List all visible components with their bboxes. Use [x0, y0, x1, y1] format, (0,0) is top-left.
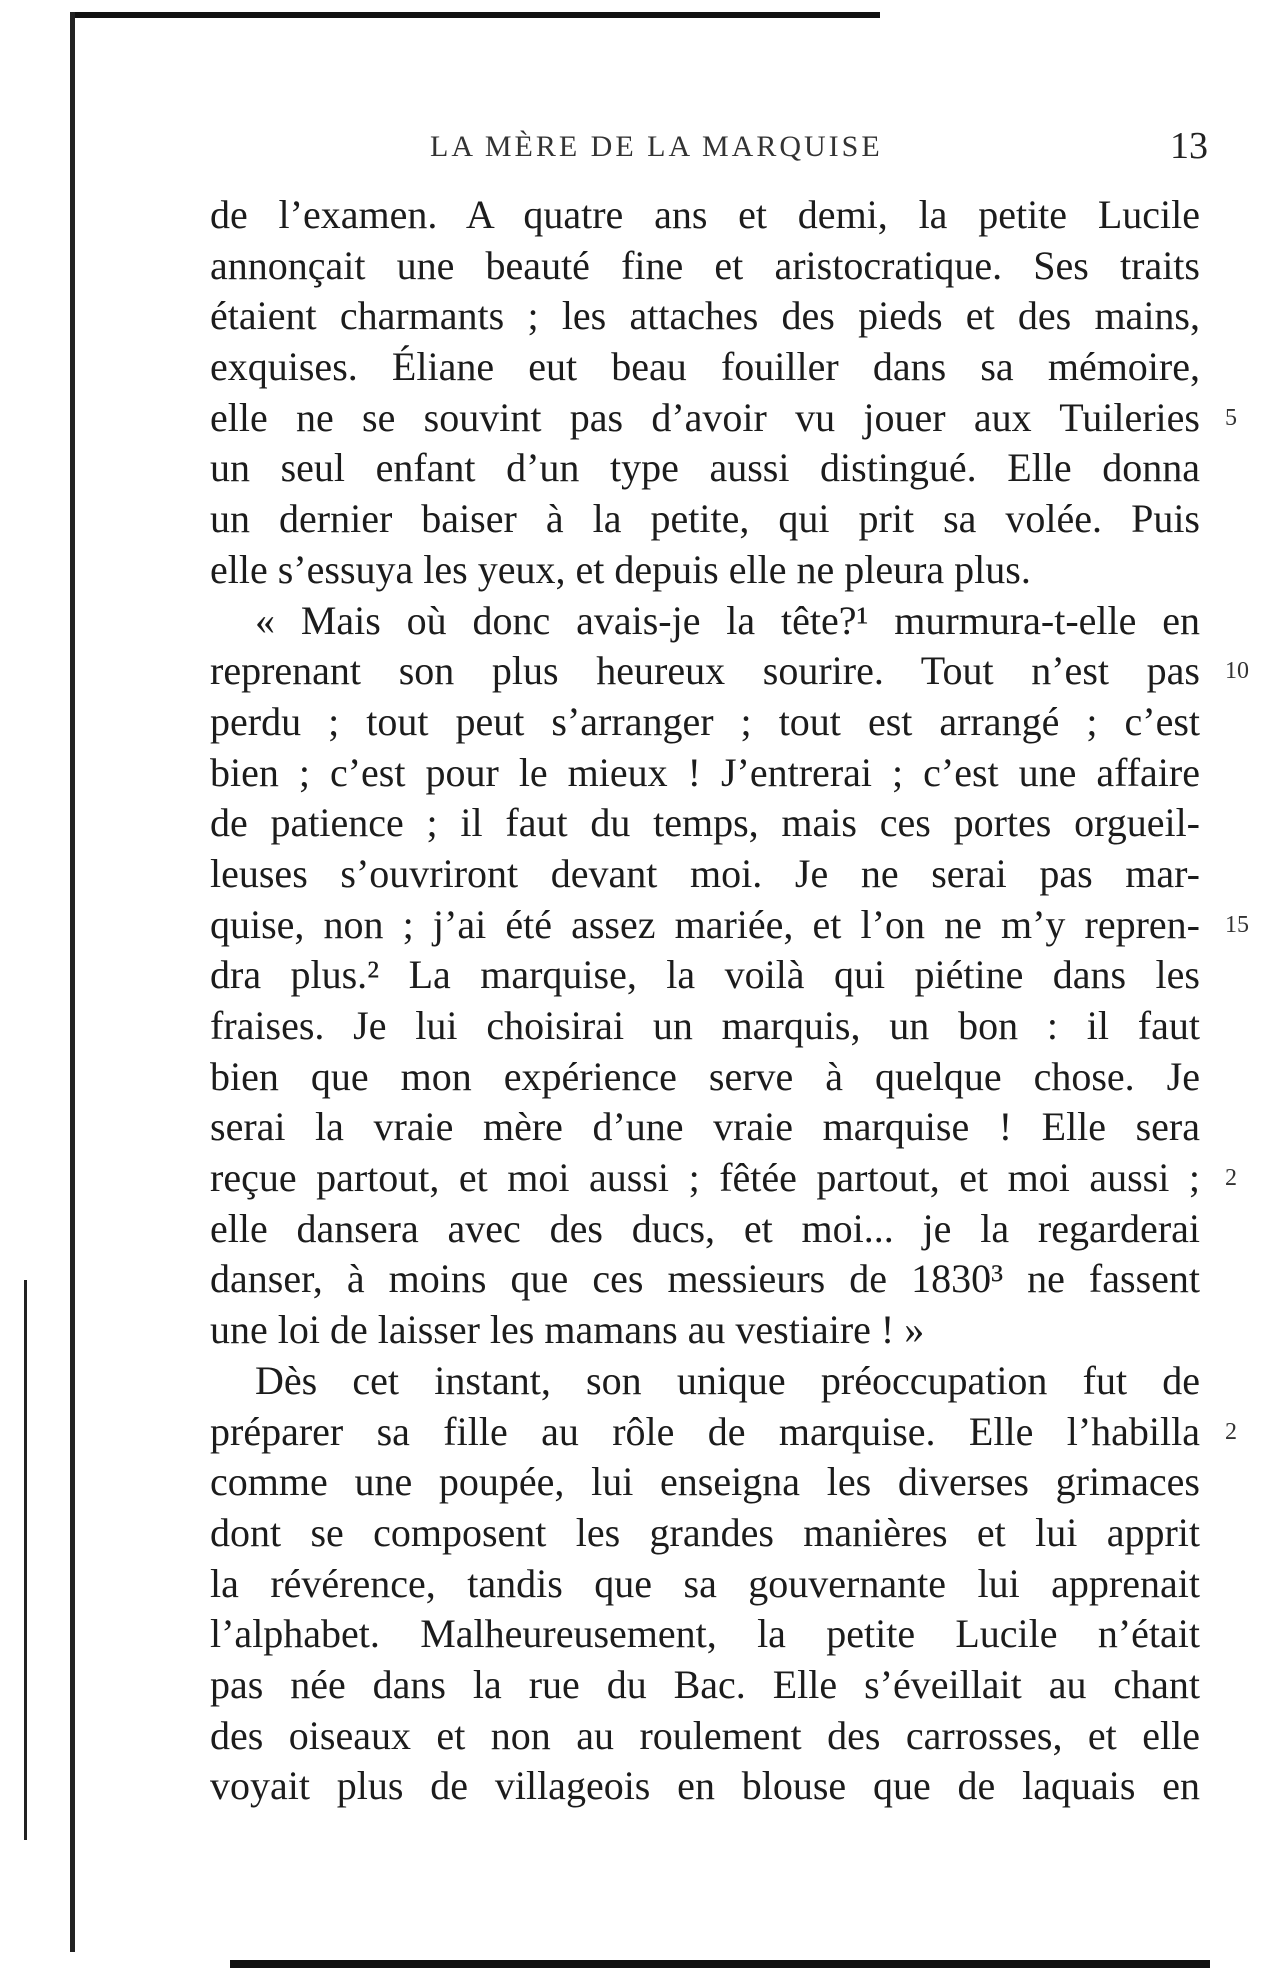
text-line-content: dra plus.² La marquise, la voilà qui piétine dans les: [210, 952, 1200, 998]
text-line: [210, 190, 1200, 241]
text-line-content: « Mais où donc avais-je la tête?¹ murmura-t-elle en: [255, 597, 1200, 643]
text-line: [210, 241, 1200, 292]
text-line: [210, 1052, 1200, 1103]
text-line-content: de patience ; il faut du temps, mais ces portes orgueil-: [210, 800, 1200, 846]
text-line: [210, 1305, 1200, 1356]
text-line-content: danser, à moins que ces messieurs de 1830³ ne fassent: [210, 1256, 1200, 1302]
line-number: 2: [1225, 1165, 1237, 1192]
text-line: [210, 393, 1237, 444]
text-line: [210, 1407, 1237, 1458]
text-line-content: quise, non ; j’ai été assez mariée, et l’on ne m’y repren-: [210, 901, 1200, 947]
text-line: [210, 1153, 1237, 1204]
text-line-content: un seul enfant d’un type aussi distingué. Elle donna: [210, 445, 1200, 491]
text-line: [210, 443, 1200, 494]
text-line-content: bien que mon expérience serve à quelque chose. Je: [210, 1053, 1200, 1099]
text-line-content: dont se composent les grandes manières et lui apprit: [210, 1509, 1200, 1555]
text-line: [210, 849, 1200, 900]
running-title: LA MÈRE DE LA MARQUISE: [430, 130, 883, 163]
text-line-content: une loi de laisser les mamans au vestiaire ! »: [210, 1307, 925, 1353]
text-line: [210, 798, 1200, 849]
text-line: [210, 1001, 1200, 1052]
left-margin-mark: [24, 1280, 27, 1840]
text-line: [210, 342, 1200, 393]
text-line-content: leuses s’ouvriront devant moi. Je ne serai pas mar-: [210, 850, 1200, 896]
line-number: 5: [1225, 404, 1237, 431]
text-line: [210, 1711, 1200, 1762]
line-number: 15: [1225, 911, 1249, 938]
text-line: [210, 1660, 1200, 1711]
text-line-content: comme une poupée, lui enseigna les diverses grimaces: [210, 1459, 1200, 1505]
text-line: [210, 1254, 1200, 1305]
text-line: [210, 1204, 1200, 1255]
text-line-content: Dès cet instant, son unique préoccupation fut de: [255, 1357, 1200, 1403]
text-line-content: elle ne se souvint pas d’avoir vu jouer aux Tuileries: [210, 394, 1200, 440]
text-line-content: de l’examen. A quatre ans et demi, la petite Lucile: [210, 192, 1200, 237]
text-line: [210, 697, 1200, 748]
text-line-content: elle s’essuya les yeux, et depuis elle ne pleura plus.: [210, 546, 1031, 592]
text-line-content: la révérence, tandis que sa gouvernante lui apprenait: [210, 1560, 1200, 1606]
text-line: [210, 900, 1249, 951]
page-header: [0, 125, 1266, 170]
left-rule: [70, 12, 75, 1952]
text-line-content: reprenant son plus heureux sourire. Tout n’est pas: [210, 648, 1200, 694]
body-text: [210, 190, 1249, 1812]
text-line: [210, 1508, 1200, 1559]
text-line: [210, 1609, 1200, 1660]
text-line-content: perdu ; tout peut s’arranger ; tout est arrangé ; c’est: [210, 698, 1200, 744]
line-number: 2: [1225, 1418, 1237, 1445]
text-line: [210, 1356, 1200, 1407]
text-line: [210, 494, 1200, 545]
text-line-content: reçue partout, et moi aussi ; fêtée partout, et moi aussi ;: [210, 1155, 1200, 1201]
text-line: [210, 291, 1200, 342]
text-line-content: préparer sa fille au rôle de marquise. Elle l’habilla: [210, 1408, 1200, 1454]
text-line-content: pas née dans la rue du Bac. Elle s’éveillait au chant: [210, 1661, 1200, 1707]
page-number: 13: [1170, 125, 1208, 167]
text-line-content: étaient charmants ; les attaches des pieds et des mains,: [210, 293, 1200, 339]
text-line-content: exquises. Éliane eut beau fouiller dans sa mémoire,: [210, 344, 1200, 390]
text-line-content: serai la vraie mère d’une vraie marquise ! Elle sera: [210, 1104, 1200, 1150]
text-line-content: des oiseaux et non au roulement des carrosses, et elle: [210, 1712, 1200, 1758]
text-line-content: annonçait une beauté fine et aristocratique. Ses traits: [210, 242, 1200, 288]
text-line: [210, 1457, 1200, 1508]
text-line: [210, 646, 1249, 697]
text-line-content: voyait plus de villageois en blouse que de laquais en: [210, 1763, 1200, 1809]
text-line: [210, 1559, 1200, 1610]
text-line-content: un dernier baiser à la petite, qui prit sa volée. Puis: [210, 496, 1200, 542]
bottom-rule: [230, 1960, 1210, 1968]
text-line: [210, 545, 1200, 596]
text-line-content: fraises. Je lui choisirai un marquis, un bon : il faut: [210, 1003, 1200, 1048]
text-line-content: l’alphabet. Malheureusement, la petite Lucile n’était: [210, 1611, 1200, 1657]
top-rule: [70, 12, 880, 18]
text-line: [210, 1102, 1200, 1153]
line-number: 10: [1225, 658, 1249, 685]
text-line-content: bien ; c’est pour le mieux ! J’entrerai ; c’est une affaire: [210, 749, 1200, 795]
text-line: [210, 748, 1200, 799]
text-line: [210, 950, 1200, 1001]
text-line-content: elle dansera avec des ducs, et moi... je la regarderai: [210, 1205, 1200, 1251]
text-line: [210, 596, 1200, 647]
text-line: [210, 1761, 1200, 1812]
